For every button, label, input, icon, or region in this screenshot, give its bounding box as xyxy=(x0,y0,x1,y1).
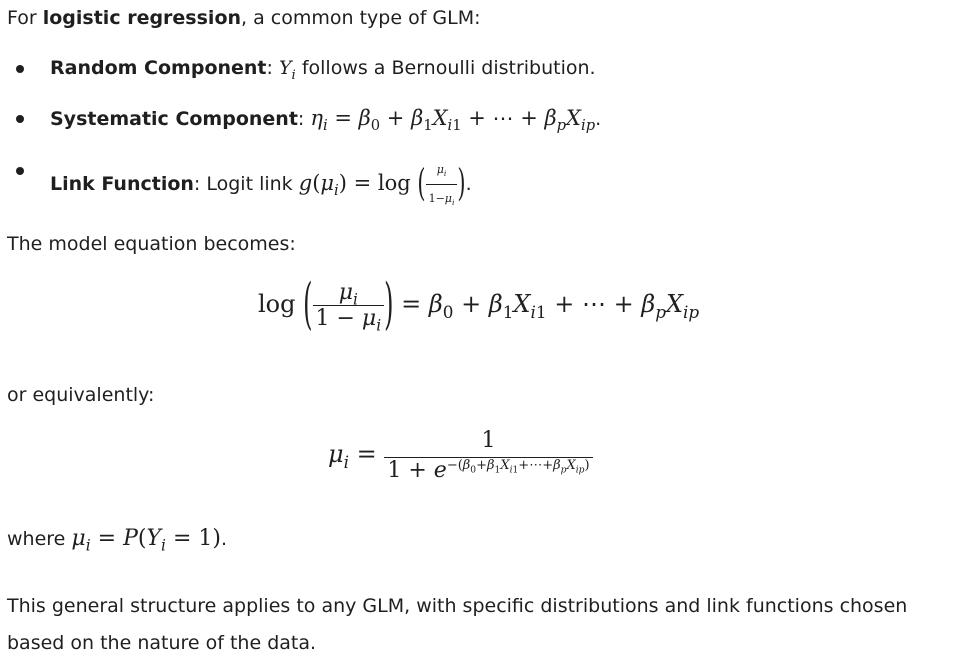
sigmoid-equation: $\mu_i$ = $\frac{1}{1 + e^{-(\beta_0+\beta_1X_{i1}+\cdots+\beta_pX_{ip})}}$ xyxy=(328,428,593,483)
intro-prefix: For xyxy=(7,7,43,29)
math-logit-link: $g(\mu_i) = \log$ ( $\frac{\mu_i}{1-\mu_i}$ ) xyxy=(299,171,466,195)
equivalently-intro: or equivalently: xyxy=(7,384,155,406)
logit-model-equation: log ( $\frac{\mu_i}{1 - \mu_i}$ ) = $\beta_0 + \beta_1X_{i1}$ + ⋯ + $\beta_pX_{ip}$ xyxy=(258,271,700,337)
bullet-label: Systematic Component xyxy=(50,108,298,130)
math-y-i: $Y_i$ xyxy=(278,57,296,83)
bullet-label: Link Function xyxy=(50,173,194,195)
bullet-label: Random Component xyxy=(50,57,267,79)
intro-suffix: , a common type of GLM: xyxy=(241,7,481,29)
bullet-dot xyxy=(16,65,24,73)
intro-bold: logistic regression xyxy=(42,7,242,29)
model-equation-intro: The model equation becomes: xyxy=(7,233,296,255)
bullet-dot xyxy=(16,115,24,123)
closing-line-1: This general structure applies to any GLM, with specific distributions and link functions chosen xyxy=(7,595,908,617)
bullet-text: Random Component: $Y_i$ follows a Bernoulli distribution. xyxy=(50,57,596,83)
closing-line-2: based on the nature of the data. xyxy=(7,632,317,654)
math-mu-probability: $\mu_i = P(Y_i = 1)$ xyxy=(71,526,221,555)
where-definition: where $\mu_i = P(Y_i = 1)$. xyxy=(7,526,227,555)
intro-paragraph xyxy=(7,4,481,32)
math-linear-predictor: $\eta_i = \beta_0 + \beta_1X_{i1}$ + ⋯ + $\beta_pX_{ip}$ xyxy=(310,106,596,135)
bullet-text: Link Function: Logit link $g(\mu_i) = \log$ ( $\frac{\mu_i}{1-\mu_i}$ ). xyxy=(50,156,472,213)
bullet-text: Systematic Component: $\eta_i = \beta_0 + \beta_1X_{i1}$ + ⋯ + $\beta_pX_{ip}$. xyxy=(50,106,602,135)
bullet-dot xyxy=(16,167,24,175)
